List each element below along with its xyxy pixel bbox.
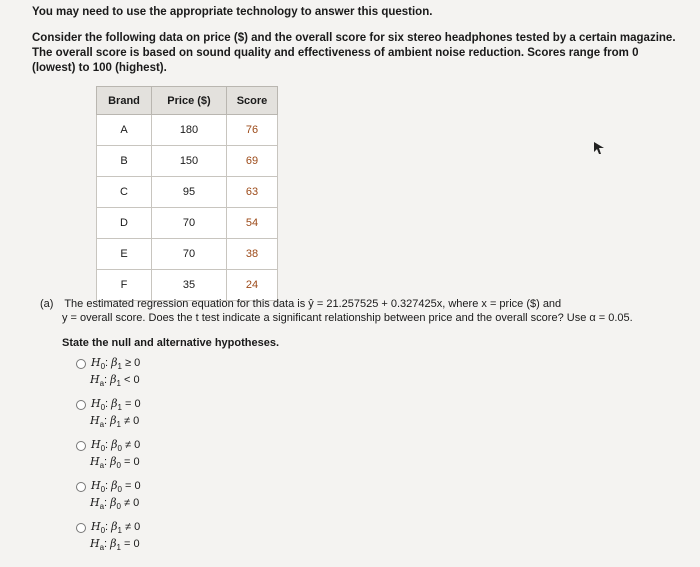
table-row <box>97 239 278 270</box>
score-cell: 63 <box>227 177 278 208</box>
price-cell: 150 <box>152 146 227 177</box>
radio-button[interactable] <box>76 359 86 369</box>
part-a-label: (a) <box>40 298 54 310</box>
price-cell: 70 <box>152 239 227 270</box>
part-a-text: The estimated regression equation for this data is <box>64 298 306 310</box>
hypothesis-option-3[interactable] <box>76 437 140 471</box>
regression-equation: = 21.257525 + 0.327425x, where x = price ($) and <box>316 298 562 310</box>
radio-button[interactable] <box>76 441 86 451</box>
ha-statement: $H_a$: $\beta_1 < 0$ <box>90 372 140 389</box>
ha-statement: $H_a$: $\beta_0 \ne 0$ <box>90 495 140 512</box>
score-cell: 54 <box>227 208 278 239</box>
price-cell: 180 <box>152 115 227 146</box>
ha-statement: $H_a$: $\beta_1 \ne 0$ <box>90 413 140 430</box>
table-row <box>97 208 278 239</box>
ha-statement: $H_a$: $\beta_0 = 0$ <box>90 454 140 471</box>
radio-button[interactable] <box>76 523 86 533</box>
h0-statement: $H_0$: $\beta_1 \ne 0$ <box>91 519 141 536</box>
score-cell: 24 <box>227 270 278 301</box>
brand-cell: F <box>97 270 152 301</box>
brand-cell: A <box>97 115 152 146</box>
part-a-question <box>40 297 690 325</box>
table-row <box>97 177 278 208</box>
radio-button[interactable] <box>76 482 86 492</box>
brand-cell: D <box>97 208 152 239</box>
radio-button[interactable] <box>76 400 86 410</box>
hypothesis-option-1[interactable] <box>76 355 140 389</box>
hypothesis-option-4[interactable] <box>76 478 141 512</box>
hypothesis-option-2[interactable] <box>76 396 141 430</box>
hypotheses-instruction: State the null and alternative hypotheses. <box>62 337 279 349</box>
part-a-text-line2: y = overall score. Does the t test indicate a significant relationship between price and the overall score? Use α = 0.05. <box>62 312 633 324</box>
col-header-brand: Brand <box>97 87 152 115</box>
h0-statement: $H_0$: $\beta_1 \ge 0$ <box>91 355 141 372</box>
brand-cell: E <box>97 239 152 270</box>
hypothesis-option-5[interactable] <box>76 519 140 553</box>
brand-cell: C <box>97 177 152 208</box>
h0-statement: $H_0$: $\beta_0 = 0$ <box>91 478 141 495</box>
table-row <box>97 115 278 146</box>
col-header-score: Score <box>227 87 278 115</box>
h0-statement: $H_0$: $\beta_1 = 0$ <box>91 396 141 413</box>
price-cell: 95 <box>152 177 227 208</box>
price-cell: 35 <box>152 270 227 301</box>
table-row <box>97 270 278 301</box>
y-hat-symbol: ŷ <box>308 298 314 310</box>
mouse-cursor-icon <box>594 142 604 154</box>
price-cell: 70 <box>152 208 227 239</box>
score-cell: 69 <box>227 146 278 177</box>
ha-statement: $H_a$: $\beta_1 = 0$ <box>90 536 140 553</box>
instruction-text: You may need to use the appropriate technology to answer this question. <box>32 6 433 18</box>
h0-statement: $H_0$: $\beta_0 \ne 0$ <box>91 437 141 454</box>
data-table <box>96 86 278 301</box>
question-prompt: Consider the following data on price ($) and the overall score for six stereo headphones tested by a certain magazine. The overall score is based on sound quality and effectiveness of ambient noise reduction. Scores range from 0 (lowest) to 100 (highest). <box>32 32 676 74</box>
brand-cell: B <box>97 146 152 177</box>
score-cell: 76 <box>227 115 278 146</box>
table-row <box>97 146 278 177</box>
col-header-price: Price ($) <box>152 87 227 115</box>
table-header-row <box>97 87 278 115</box>
score-cell: 38 <box>227 239 278 270</box>
